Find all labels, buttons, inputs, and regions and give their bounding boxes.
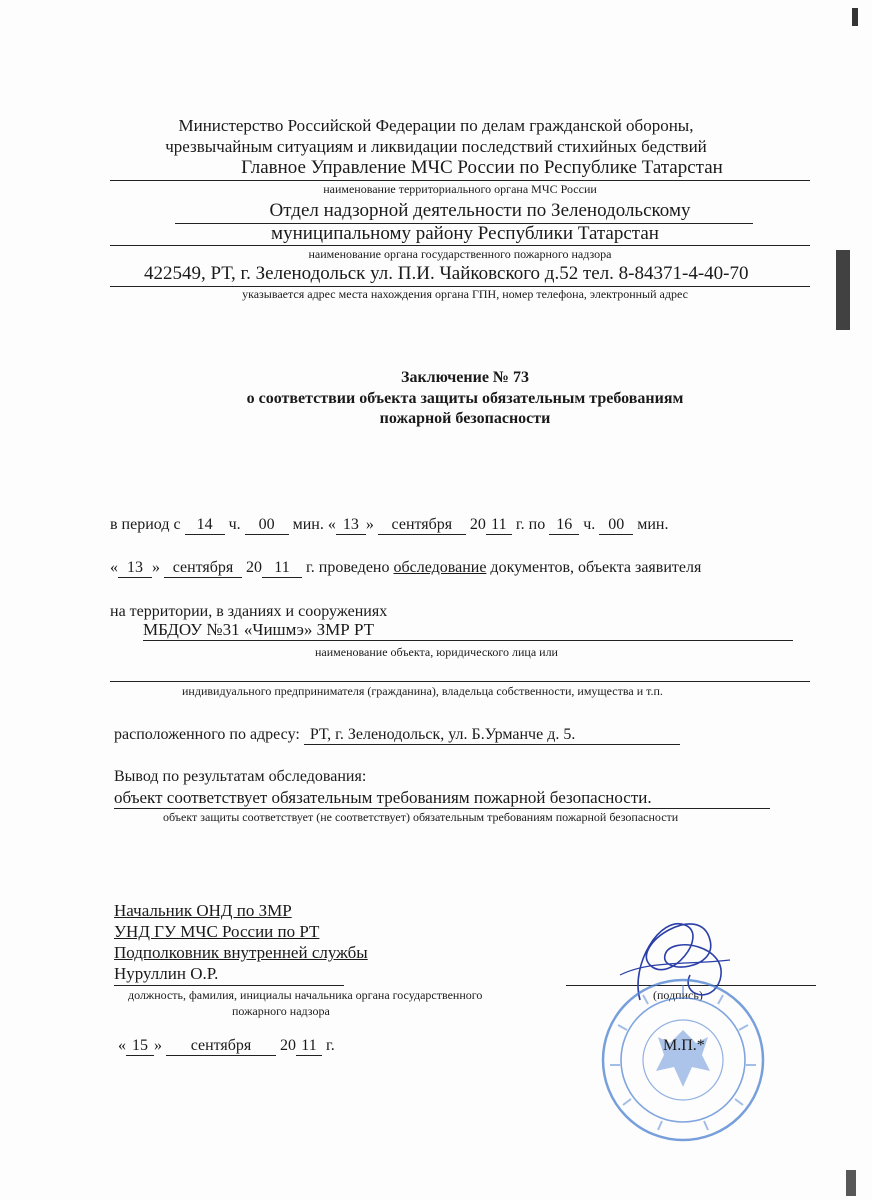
department-line-1: Отдел надзорной деятельности по Зеленодольскому: [269, 200, 691, 221]
signatory-position-2: УНД ГУ МЧС России по РТ: [114, 922, 320, 941]
object-name-caption: наименование объекта, юридического лица или: [315, 645, 558, 659]
to-day: 13: [118, 560, 152, 578]
official-seal-stamp: [598, 975, 768, 1145]
from-year: 11: [486, 517, 512, 535]
object-address: РТ, г. Зеленодольск, ул. Б.Урманче д. 5.: [304, 727, 680, 745]
signing-date: « 15 » сентября 20 11 г.: [118, 1037, 335, 1054]
address-caption: указывается адрес места нахождения органа ГПН, номер телефона, электронный адрес: [242, 287, 688, 301]
survey-word: обследование: [393, 559, 487, 576]
conclusion-value: объект соответствует обязательным требованиям пожарной безопасности.: [114, 788, 652, 807]
signatory-caption-2: пожарного надзора: [232, 1004, 330, 1018]
from-minute: 00: [245, 517, 289, 535]
department-caption: наименование органа государственного пожарного надзора: [308, 247, 612, 261]
to-minute: 00: [599, 517, 633, 535]
period-line-2: « 13 » сентября 20 11 г. проведено обследование документов, объекта заявителя: [110, 559, 702, 576]
to-year: 11: [262, 560, 302, 578]
territorial-body-caption: наименование территориального органа МЧС России: [323, 182, 597, 196]
scan-artifact: [836, 250, 850, 330]
signing-year: 11: [296, 1038, 322, 1056]
conclusion-subtitle-1: о соответствии объекта защиты обязательным требованиям: [246, 390, 684, 407]
department-line-2: муниципальному району Республики Татарстан: [271, 223, 659, 244]
conclusion-caption: объект защиты соответствует (не соответствует) обязательным требованиям пожарной безопасности: [163, 810, 679, 824]
stamp-label: М.П.*: [663, 1037, 705, 1054]
entity-caption: индивидуального предпринимателя (гражданина), владельца собственности, имущества и т.п.: [182, 684, 663, 698]
authority-address: 422549, РТ, г. Зеленодольск ул. П.И. Чайковского д.52 тел. 8-84371-4-40-70: [144, 263, 749, 284]
territory-text: на территории, в зданиях и сооружениях: [110, 603, 388, 620]
conclusion-number: Заключение № 73: [401, 369, 529, 386]
signatory-position-1: Начальник ОНД по ЗМР: [114, 901, 292, 920]
period-line-1: в период с 14 ч. 00 мин. « 13 » сентября 20 11 г. по 16 ч. 00 мин.: [110, 516, 669, 533]
ministry-line-1: Министерство Российской Федерации по делам гражданской обороны,: [178, 116, 694, 135]
scan-artifact: [852, 8, 858, 26]
conclusion-label: Вывод по результатам обследования:: [114, 768, 367, 785]
conclusion-subtitle-2: пожарной безопасности: [379, 410, 551, 427]
signing-month: сентября: [166, 1038, 276, 1056]
signing-day: 15: [126, 1038, 154, 1056]
signatory-name: Нуруллин О.Р.: [114, 964, 219, 983]
signatory-caption-1: должность, фамилия, инициалы начальника органа государственного: [128, 988, 483, 1002]
signatory-rank: Подполковник внутренней службы: [114, 943, 368, 962]
from-hour: 14: [185, 517, 225, 535]
signature-caption: (подпись): [653, 988, 703, 1002]
from-month: сентября: [378, 517, 466, 535]
ministry-line-2: чрезвычайным ситуациям и ликвидации последствий стихийных бедствий: [165, 137, 707, 156]
territorial-body: Главное Управление МЧС России по Республике Татарстан: [241, 157, 723, 178]
to-month: сентября: [164, 560, 242, 578]
object-address-line: расположенного по адресу: РТ, г. Зеленодольск, ул. Б.Урманче д. 5.: [114, 726, 680, 745]
from-day: 13: [336, 517, 366, 535]
scan-artifact: [846, 1170, 856, 1196]
to-hour: 16: [549, 517, 579, 535]
object-name: МБДОУ №31 «Чишмэ» ЗМР РТ: [143, 620, 375, 639]
